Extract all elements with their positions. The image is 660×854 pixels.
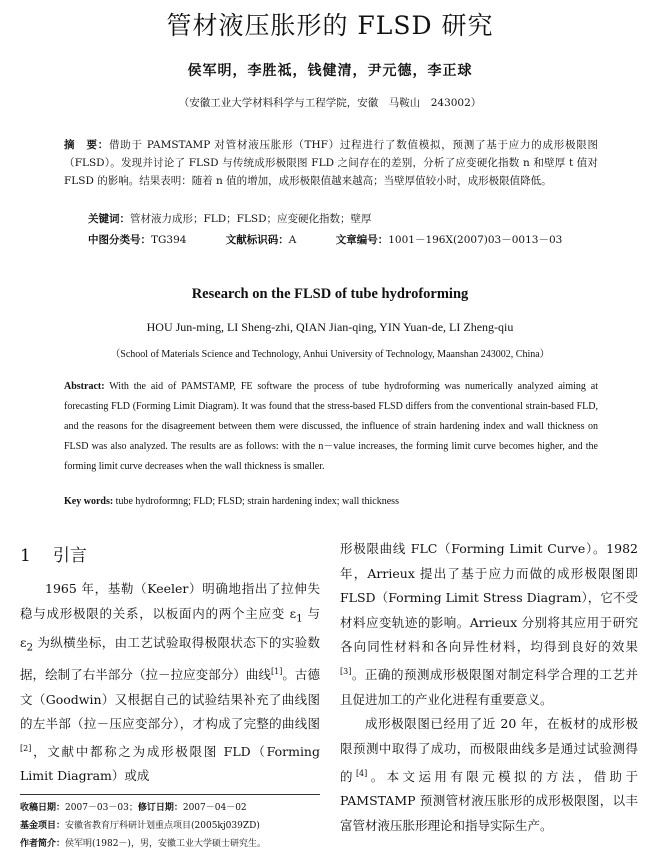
section-title: 引言 (52, 546, 87, 566)
footnote-fund: 基金项目：安徽省教育厅科研计划重点项目(2005kj039ZD) (20, 821, 260, 831)
abstract-cn-text: 借助于 PAMSTAMP 对管材液压胀形（THF）过程进行了数值模拟，预测了基于应力的成形极限图（FLSD）。发现并讨论了 FLSD 与传统成形极限图 FLD 之间存在的差别，分析了应变硬化指数 n 和壁厚 t 值对 FLSD 的影响。结果表明：随着 n 值的增加，成形极限值越来越高；当壁厚值较小时，成形极限值降低。 (64, 139, 599, 187)
title-en: Research on the FLSD of tube hydroforming (191, 286, 469, 302)
section-number: 1 (20, 546, 31, 566)
authors-cn: 侯军明，李胜祗，钱健清，尹元德，李正球 (187, 63, 473, 79)
left-column-paragraph: 1965 年，基勒（Keeler）明确地指出了拉伸失稳与成形极限的关系，以板面内的两个主应变 $\varepsilon_1$ 与 $\varepsilon_2$ 为纵横坐标，由工艺试验取得极限状态下的实验数据，绘制了右半部分（拉－拉应变部分）曲线[1]。古德文（Goodwin）又根据自己的试验结果补充了曲线图的左半部（拉－压应变部分），才构成了完整的曲线图[2]，文献中都称之为成形极限图 FLD（Forming Limit Diagram）或成 (20, 581, 320, 784)
keywords-en-label: Key words: (64, 496, 114, 507)
abstract-en-label: Abstract: (64, 381, 105, 392)
footnote-divider (20, 794, 320, 795)
citation-1: [1] (270, 666, 283, 676)
title-cn: 管材液压胀形的 FLSD 研究 (166, 11, 494, 40)
right-column-paragraph-2: 成形极限图已经用了近 20 年，在板材的成形极限预测中取得了成功，而极限曲线多是通过试验测得的[4]。本文运用有限元模拟的方法，借助于 PAMSTAMP 预测管材液压胀形的成形极限图，以丰富管材液压胀形理论和指导实际生产。 (340, 716, 638, 833)
document-code: 文献标识码：A (225, 234, 297, 246)
affiliation-en: （School of Materials Science and Technology, Anhui University of Technology, Maanshan 243002, China） (110, 349, 550, 360)
abstract-cn (64, 136, 598, 190)
abstract-en (64, 377, 598, 477)
classification-row (88, 232, 608, 247)
section-heading (20, 541, 87, 566)
citation-3: [3] (340, 666, 352, 676)
clc-number: 中图分类号：TG394 (88, 234, 187, 246)
keywords-en (64, 496, 399, 507)
footnote-dates: 收稿日期：2007－03－03；修订日期：2007－04－02 (20, 803, 247, 813)
keywords-en-text: tube hydroformng; FLD; FLSD; strain hardening index; wall thickness (113, 496, 399, 507)
abstract-en-text: With the aid of PAMSTAMP, FE software the process of tube hydroforming was numerically analyzed aiming at forecasting FLD (Forming Limit Diagram). It was found that the stress-based FLSD differs from the conventional strain-based FLD, and the reasons for the disagreement between them were discussed, the influence of strain hardening index and wall thickness on FLSD was also analyzed. The results are as follows: with the n－value increases, the forming limit curve becomes higher, and the forming limit curve decreases when the wall thickness is smaller. (64, 381, 598, 472)
keywords-cn-text: 管材液力成形；FLD；FLSD；应变硬化指数；壁厚 (130, 213, 372, 225)
abstract-cn-label: 摘 要： (64, 139, 110, 151)
keywords-cn (88, 211, 372, 226)
authors-en: HOU Jun-ming, LI Sheng-zhi, QIAN Jian-qing, YIN Yuan-de, LI Zheng-qiu (146, 320, 514, 334)
keywords-cn-label: 关键词： (88, 213, 130, 225)
affiliation-cn: （安徽工业大学材料科学与工程学院，安徽 马鞍山 243002） (178, 97, 482, 109)
right-column-paragraph-1: 形极限曲线 FLC（Forming Limit Curve）。1982 年，Arrieux 提出了基于应力而做的成形极限图即 FLSD（Forming Limit Stress Diagram），它不受材料应变轨迹的影响。Arrieux 分别将其应用于研究各向同性材料和各向异性材料，均得到良好的效果[3]。正确的预测成形极限图对制定科学合理的工艺并且促进加工的产业化进程有重要意义。 (340, 541, 638, 707)
article-number: 文章编号：1001－196X(2007)03－0013－03 (335, 234, 563, 246)
citation-4: [4] (355, 768, 368, 778)
right-column (340, 537, 638, 838)
citation-2: [2] (20, 743, 32, 753)
footnote-author: 作者简介：侯军明(1982－)，男，安徽工业大学硕士研究生。 (20, 839, 266, 849)
